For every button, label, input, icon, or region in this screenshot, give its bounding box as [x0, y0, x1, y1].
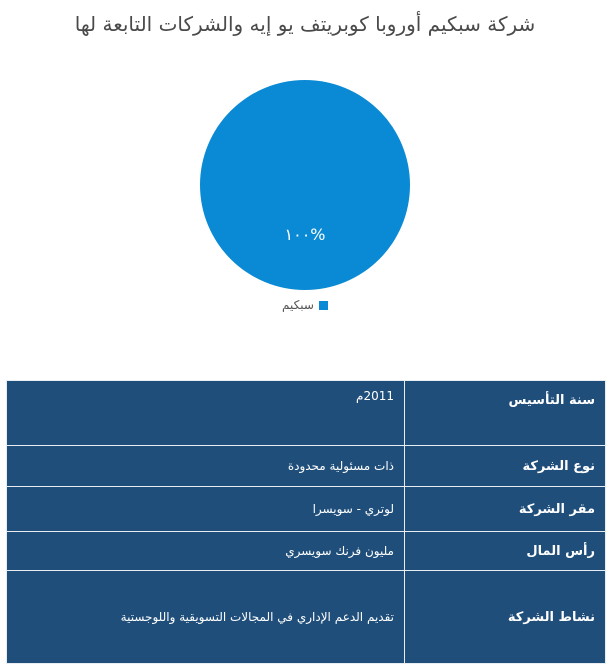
chart-title: شركة سبكيم أوروبا كوبريتف يو إيه والشركات التابعة لها [74, 12, 536, 36]
legend-label: سبكيم [282, 298, 314, 312]
capital-value: مليون فرنك سويسري [7, 532, 405, 571]
pie-chart [195, 75, 415, 295]
capital-label: رأس المال [405, 532, 606, 571]
table-row [7, 532, 606, 571]
table-row [7, 381, 606, 446]
company-info-table [6, 380, 606, 664]
founded-label: سنة التأسيس [405, 381, 606, 446]
pie-slice-label: ١٠٠% [284, 225, 326, 244]
chart-legend [0, 298, 610, 312]
activity-value: تقديم الدعم الإداري في المجالات التسويقية واللوجستية [7, 571, 405, 664]
pie-slice-sabic [200, 80, 410, 290]
founded-value: 2011م [7, 381, 405, 446]
company-type-label: نوع الشركة [405, 446, 606, 487]
legend-swatch [319, 301, 328, 310]
table-row [7, 487, 606, 532]
table-row [7, 571, 606, 664]
table-row [7, 446, 606, 487]
company-type-value: ذات مسئولية محدودة [7, 446, 405, 487]
activity-label: نشاط الشركة [405, 571, 606, 664]
headquarters-label: مقر الشركة [405, 487, 606, 532]
headquarters-value: لوتري - سويسرا [7, 487, 405, 532]
